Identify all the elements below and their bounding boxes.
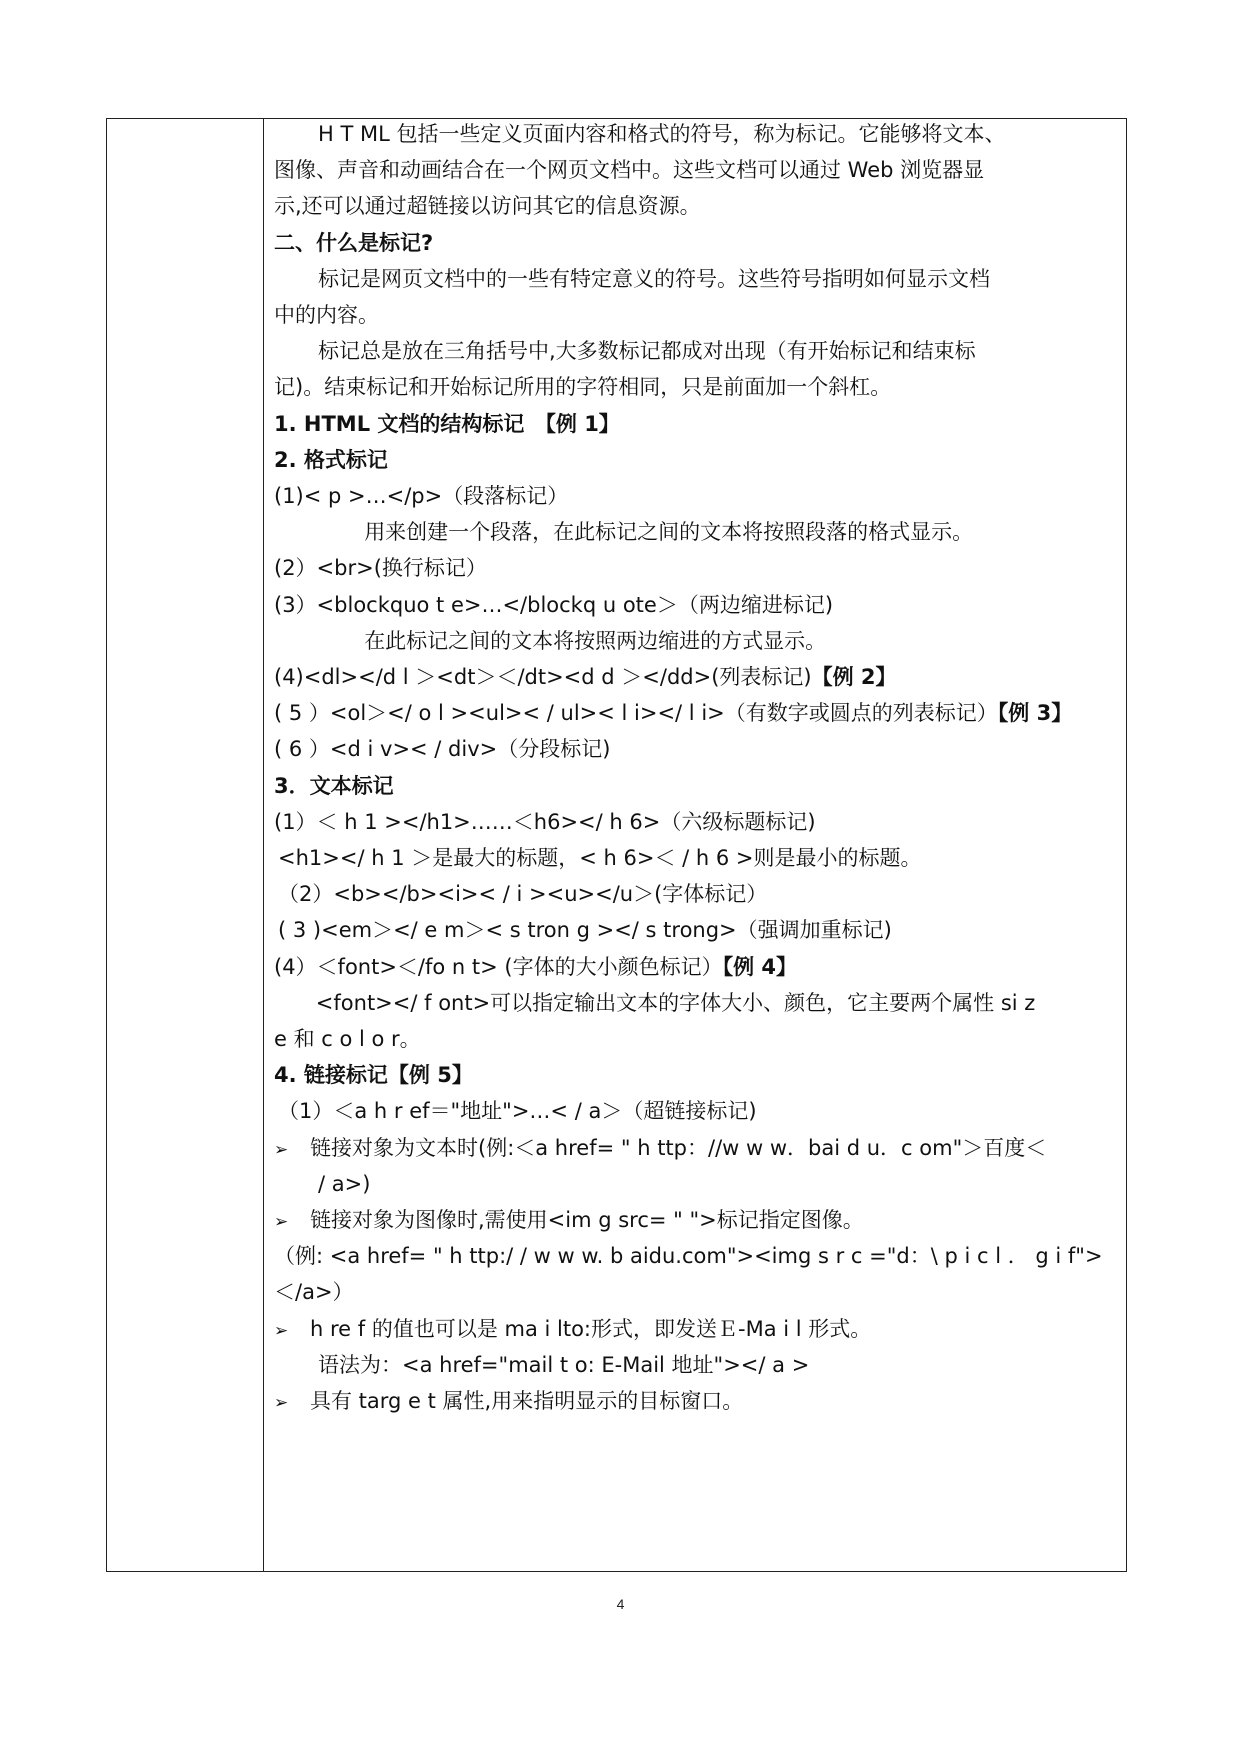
- line-text: 标记总是放在三角括号中,大多数标记都成对出现（有开始标记和结束标: [318, 339, 976, 364]
- line-text: 记)。结束标记和开始标记所用的字符相同，只是前面加一个斜杠。: [274, 375, 892, 400]
- section-heading: [274, 1060, 473, 1090]
- line-text: (4）＜font>＜/fo n t> (字体的大小颜色标记）: [274, 954, 723, 979]
- text-line: [278, 1096, 757, 1126]
- text-line: [274, 590, 833, 620]
- table-left-column: [107, 119, 264, 1571]
- line-text: <h1></ h 1 ＞是最大的标题，< h 6>＜ / h 6 >则是最小的标题。: [278, 846, 922, 870]
- line-text: H T ML 包括一些定义页面内容和格式的符号，称为标记。它能够将文本、: [318, 122, 1006, 146]
- bullet-item: [274, 1133, 1046, 1165]
- line-text: ( 5 ）<ol＞</ o l ><ul>< / ul>< l i></ l i>（有数字或圆点的列表标记）: [274, 701, 998, 726]
- content-table: [106, 118, 1127, 1572]
- line-text: 用来创建一个段落，在此标记之间的文本将按照段落的格式显示。: [364, 520, 974, 545]
- line-text: 2. 格式标记: [274, 447, 388, 472]
- text-line: [318, 1169, 370, 1199]
- bullet-arrow-icon: ➢: [274, 1212, 289, 1232]
- text-line: [278, 915, 892, 945]
- line-text: （例: <a href= " h ttp:/ / w w w. b aidu.com"><img s r c ="d：\ p i c l ． g i f">: [274, 1244, 1103, 1269]
- text-line: [364, 626, 826, 656]
- example-ref: 【例 4】: [722, 954, 798, 979]
- text-line: [274, 734, 610, 764]
- line-text: e 和 c o l o r。: [274, 1027, 421, 1051]
- text-line: [274, 807, 816, 837]
- bullet-item: [274, 1386, 743, 1418]
- line-text: ( 3 )<em＞</ e m＞< s tron g ></ s trong>（强调加重标记): [278, 918, 892, 943]
- section-heading: [274, 771, 394, 801]
- section-heading: [274, 409, 620, 439]
- line-text: 1. HTML 文档的结构标记 【例 1】: [274, 411, 620, 436]
- text-line: [274, 553, 487, 583]
- text-line: [274, 155, 984, 185]
- line-text: 具有 targ e t 属性,用来指明显示的目标窗口。: [310, 1389, 744, 1413]
- line-text: 二、什么是标记?: [274, 230, 434, 255]
- line-text: 中的内容。: [274, 303, 379, 327]
- section-heading: [274, 228, 433, 258]
- section-heading: [274, 445, 388, 475]
- line-text: ＜/a>）: [274, 1280, 354, 1305]
- line-text: (4)<dl></d l ＞<dt＞＜/dt><d d ＞</dd>(列表标记): [274, 665, 812, 689]
- text-line: [274, 481, 568, 511]
- line-text: （2）<b></b><i>< / i ><u></u＞(字体标记）: [278, 882, 768, 907]
- example-ref: 【例 2】: [811, 665, 897, 689]
- text-line: [274, 1024, 421, 1054]
- line-text: 4. 链接标记【例 5】: [274, 1063, 473, 1088]
- text-line: [318, 336, 976, 366]
- line-text: (2）<br>(换行标记）: [274, 556, 487, 581]
- line-text: 示,还可以通过超链接以访问其它的信息资源。: [274, 194, 701, 219]
- text-line: [316, 988, 1036, 1018]
- line-text: 3．文本标记: [274, 773, 394, 798]
- line-text: h re f 的值也可以是 ma i lto:形式，即发送Ｅ-Ma i l 形式。: [310, 1316, 872, 1341]
- line-text: <font></ f ont>可以指定输出文本的字体大小、颜色，它主要两个属性 si z: [315, 990, 1036, 1015]
- line-text: (3）<blockquo t e>…</blockq u ote＞（两边缩进标记): [274, 592, 834, 617]
- line-text: 链接对象为文本时(例:＜a href= " h ttp：//w w w．bai d u．c om"＞百度＜: [310, 1135, 1047, 1160]
- line-text: （1）＜a h r ef＝"地址">…< / a＞（超链接标记): [278, 1099, 757, 1124]
- text-line: [278, 879, 767, 909]
- text-line: [318, 264, 990, 294]
- bullet-item: [274, 1205, 864, 1237]
- line-text: ( 6 ）<d i v>< / div>（分段标记): [274, 737, 611, 762]
- text-line: [274, 1241, 1103, 1271]
- text-line: [364, 517, 973, 547]
- line-text: 标记是网页文档中的一些有特定意义的符号。这些符号指明如何显示文档: [318, 266, 990, 291]
- line-text: (1)< p >…</p>（段落标记）: [274, 484, 569, 508]
- page-number: 4: [616, 1596, 625, 1612]
- table-right-column: [264, 119, 1126, 1571]
- line-text: 语法为：<a href="mail t o: E-Mail 地址"></ a >: [318, 1352, 810, 1377]
- bullet-arrow-icon: ➢: [274, 1393, 289, 1413]
- text-line: [274, 372, 891, 402]
- line-text: 链接对象为图像时,需使用<im g src= " ">标记指定图像。: [310, 1208, 864, 1232]
- line-text: / a>): [318, 1171, 371, 1196]
- line-text: (1）＜ h 1 ></h1>……＜h6></ h 6>（六级标题标记): [274, 809, 816, 834]
- text-line: [318, 1350, 809, 1380]
- line-text: 图像、声音和动画结合在一个网页文档中。这些文档可以通过 Web 浏览器显: [274, 158, 985, 183]
- text-line: [278, 843, 921, 873]
- bullet-item: [274, 1314, 871, 1346]
- text-line: [274, 952, 797, 982]
- bullet-arrow-icon: ➢: [274, 1139, 289, 1160]
- bullet-arrow-icon: ➢: [274, 1320, 289, 1341]
- text-line: [274, 300, 379, 330]
- line-text: 在此标记之间的文本将按照两边缩进的方式显示。: [364, 628, 827, 653]
- text-line: [274, 191, 701, 221]
- text-line: [318, 119, 1005, 149]
- example-ref: 【例 3】: [997, 701, 1073, 726]
- text-line: [274, 698, 1072, 728]
- text-line: [274, 662, 897, 692]
- text-line: [274, 1277, 354, 1307]
